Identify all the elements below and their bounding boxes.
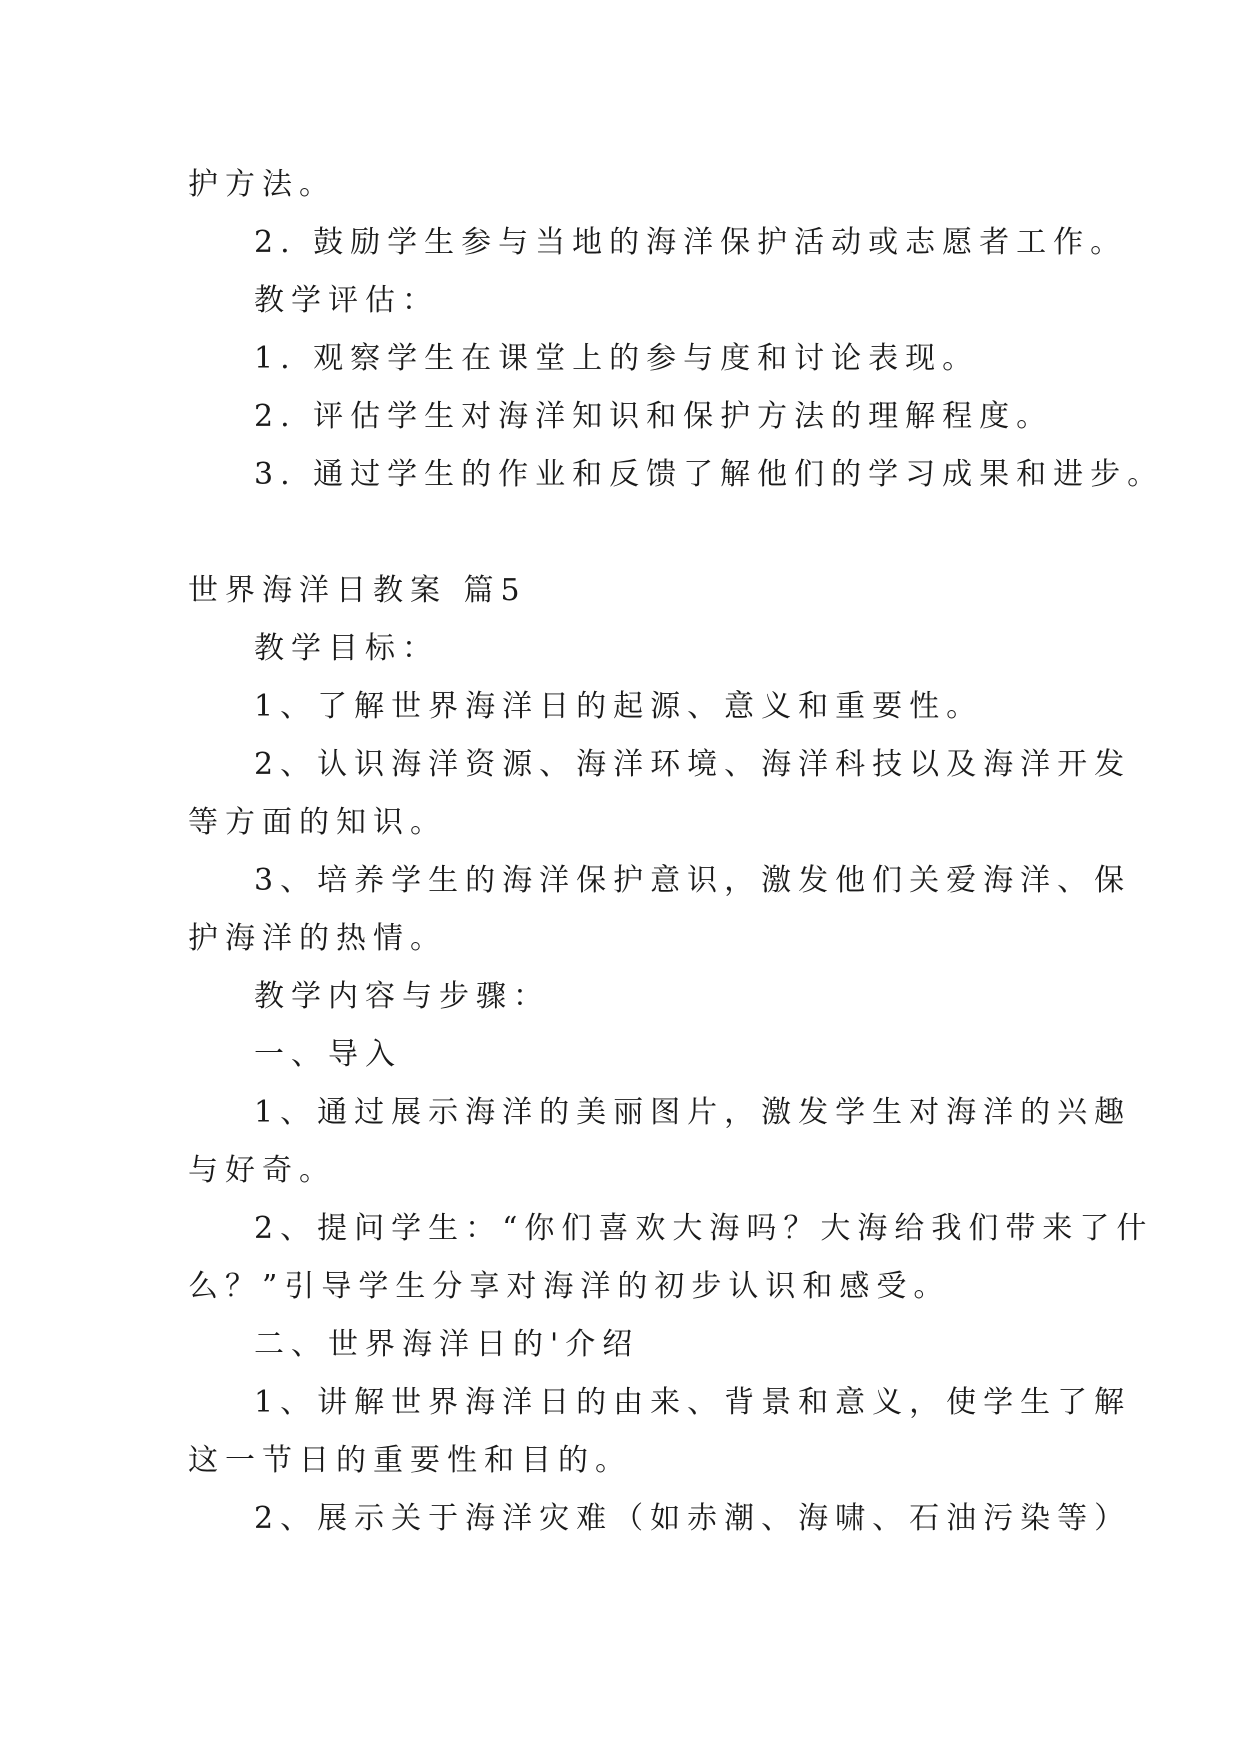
- article-title: 世界海洋日教案 篇5: [188, 573, 527, 608]
- section-heading: 教学内容与步骤：: [254, 979, 550, 1014]
- text-line: 3. 通过学生的作业和反馈了解他们的学习成果和进步。: [254, 457, 1165, 492]
- text-line: 1、通过展示海洋的美丽图片，激发学生对海洋的兴趣: [254, 1095, 1132, 1130]
- text-line: 2、展示关于海洋灾难（如赤潮、海啸、石油污染等）: [254, 1501, 1132, 1536]
- text-line: 与好奇。: [188, 1153, 336, 1188]
- text-line: 护海洋的热情。: [188, 921, 447, 956]
- section-heading: 教学目标：: [254, 631, 439, 666]
- text-line: 2. 评估学生对海洋知识和保护方法的理解程度。: [254, 399, 1054, 434]
- text-line: 1. 观察学生在课堂上的参与度和讨论表现。: [254, 341, 980, 376]
- text-line: 2. 鼓励学生参与当地的海洋保护活动或志愿者工作。: [254, 225, 1128, 260]
- text-line: 3、培养学生的海洋保护意识，激发他们关爱海洋、保: [254, 863, 1132, 898]
- section-heading: 二、世界海洋日的'介绍: [254, 1327, 640, 1362]
- text-line: 么？”引导学生分享对海洋的初步认识和感受。: [188, 1269, 951, 1304]
- text-line: 这一节日的重要性和目的。: [188, 1443, 632, 1478]
- text-line: 1、了解世界海洋日的起源、意义和重要性。: [254, 689, 984, 724]
- text-line: 2、提问学生：“你们喜欢大海吗？大海给我们带来了什: [254, 1211, 1154, 1246]
- text-line: 护方法。: [188, 167, 336, 202]
- text-line: 1、讲解世界海洋日的由来、背景和意义，使学生了解: [254, 1385, 1132, 1420]
- text-line: 等方面的知识。: [188, 805, 447, 840]
- text-line: 2、认识海洋资源、海洋环境、海洋科技以及海洋开发: [254, 747, 1132, 782]
- section-heading: 一、导入: [254, 1037, 402, 1072]
- section-heading: 教学评估：: [254, 283, 439, 318]
